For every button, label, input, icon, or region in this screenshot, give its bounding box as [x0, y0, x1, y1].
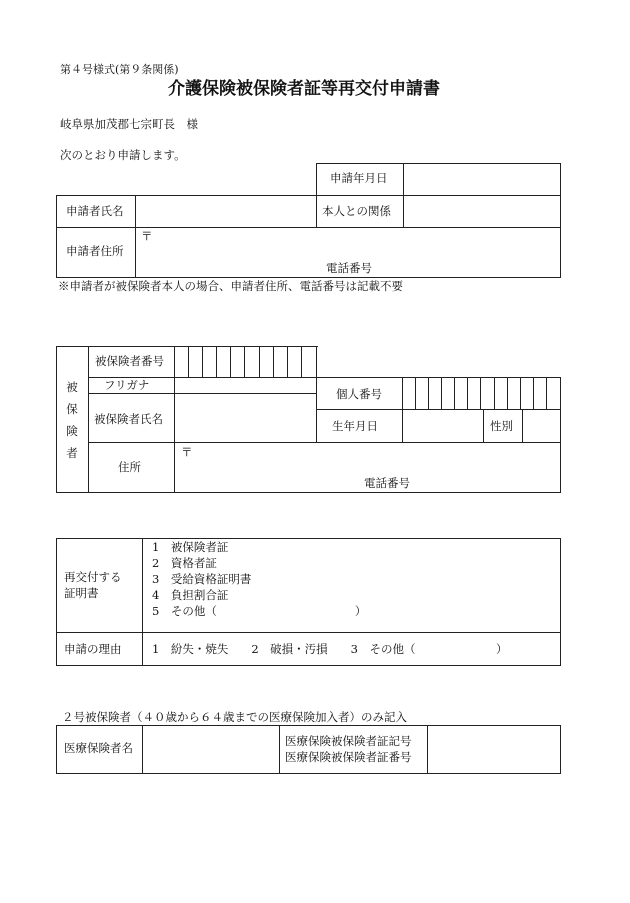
sex-field[interactable]: [523, 410, 560, 442]
insurance-symbol-number-field[interactable]: [428, 726, 560, 773]
reissue-item-5[interactable]: 5 その他（ ）: [152, 604, 367, 618]
sex-label: 性別: [490, 419, 513, 433]
intro-text: 次のとおり申請します。: [60, 148, 186, 162]
form-title: 介護保険被保険者証等再交付申請書: [168, 79, 440, 99]
insurance-number-label: 医療保険被保険者証番号: [285, 750, 412, 764]
application-date-field[interactable]: [404, 164, 560, 195]
form-number: 第４号様式(第９条関係): [60, 63, 179, 76]
furigana-field[interactable]: [175, 378, 316, 393]
insurer-name-field[interactable]: [143, 726, 279, 773]
insured-postal-mark: 〒: [181, 445, 193, 459]
insured-address-label: 住所: [118, 460, 141, 474]
birth-date-field[interactable]: [403, 410, 483, 442]
insurance-symbol-label: 医療保険被保険者証記号: [285, 734, 412, 748]
insured-name-field[interactable]: [175, 394, 316, 442]
relation-label: 本人との関係: [322, 204, 391, 218]
reissue-item-3[interactable]: 3 受給資格証明書: [152, 572, 252, 586]
reissue-item-4[interactable]: 4 負担割合証: [152, 588, 229, 602]
applicant-phone-label: 電話番号: [326, 261, 372, 275]
furigana-label: フリガナ: [104, 378, 150, 392]
applicant-name-label: 申請者氏名: [66, 204, 124, 218]
applicant-address-label: 申請者住所: [66, 244, 124, 258]
application-date-label: 申請年月日: [330, 171, 388, 185]
type2-caption: ２号被保険者（４０歳から６４歳までの医療保険加入者）のみ記入: [62, 710, 407, 724]
insured-name-label: 被保険者氏名: [94, 412, 163, 426]
reason-label: 申請の理由: [64, 642, 122, 656]
reissue-item-2[interactable]: 2 資格者証: [152, 556, 217, 570]
reissue-label-line2: 証明書: [64, 586, 99, 600]
my-number-field[interactable]: [403, 378, 560, 409]
insured-phone-label: 電話番号: [364, 476, 410, 490]
insured-number-field[interactable]: [175, 347, 316, 377]
birth-date-label: 生年月日: [332, 419, 378, 433]
relation-field[interactable]: [404, 196, 560, 227]
insured-side-label: 被 保 険 者: [66, 380, 78, 460]
addressee: 岐阜県加茂郡七宗町長 様: [60, 117, 198, 131]
applicant-postal-mark: 〒: [141, 229, 153, 243]
insurer-name-label: 医療保険者名: [64, 741, 133, 755]
applicant-note: ※申請者が被保険者本人の場合、申請者住所、電話番号は記載不要: [58, 279, 403, 293]
applicant-name-field[interactable]: [136, 196, 316, 227]
my-number-label: 個人番号: [336, 387, 382, 401]
insured-number-label: 被保険者番号: [95, 354, 164, 368]
reissue-item-1[interactable]: 1 被保険者証: [152, 540, 229, 554]
reissue-label-line1: 再交付する: [64, 570, 122, 584]
reason-options[interactable]: 1 紛失・焼失 2 破損・汚損 3 その他（ ）: [152, 642, 508, 656]
